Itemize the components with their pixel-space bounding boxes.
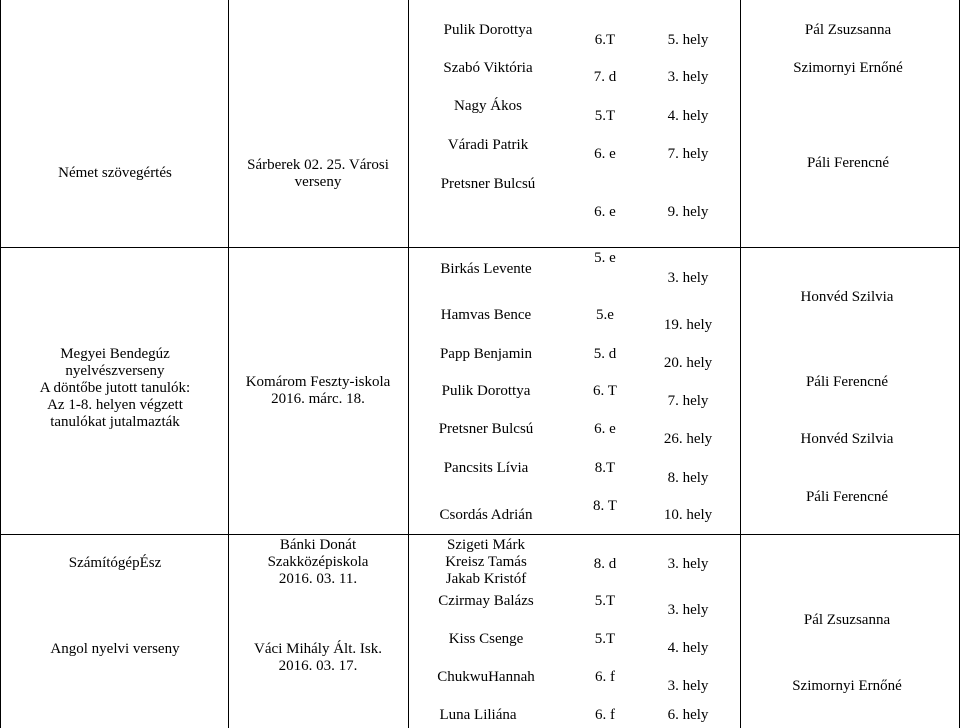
class-cell: 5.T: [594, 108, 616, 124]
class-cell: 6. f: [595, 707, 615, 723]
row-divider: [0, 247, 960, 248]
venue-cell: Sárberek 02. 25. Városi verseny: [247, 157, 389, 190]
venue-cell: Komárom Feszty-iskola 2016. márc. 18.: [245, 374, 391, 407]
subject-cell: SzámítógépÉsz: [68, 555, 162, 571]
place-cell: 19. hely: [663, 317, 713, 333]
place-cell: 7. hely: [667, 146, 709, 162]
student-name: Váradi Patrik: [447, 137, 529, 153]
class-cell: 8.T: [594, 460, 616, 476]
place-cell: 26. hely: [663, 431, 713, 447]
place-cell: 3. hely: [667, 270, 709, 286]
column-divider: [0, 0, 1, 728]
student-name: Papp Benjamin: [439, 346, 533, 362]
student-name: Pretsner Bulcsú: [440, 176, 536, 192]
class-cell: 8. d: [593, 556, 617, 572]
class-cell: 6. T: [593, 383, 617, 399]
teacher-cell: Honvéd Szilvia: [800, 431, 894, 447]
student-name: Szabó Viktória: [443, 60, 533, 76]
place-cell: 3. hely: [667, 602, 709, 618]
class-cell: 6. e: [594, 421, 616, 437]
place-cell: 3. hely: [667, 69, 709, 85]
student-name: Pretsner Bulcsú: [438, 421, 534, 437]
teacher-cell: Páli Ferencné: [805, 489, 889, 505]
student-name: Luna Liliána: [439, 707, 517, 723]
row-divider: [0, 534, 960, 535]
place-cell: 9. hely: [667, 204, 709, 220]
place-cell: 8. hely: [667, 470, 709, 486]
place-cell: 4. hely: [667, 640, 709, 656]
student-name: Kiss Csenge: [448, 631, 524, 647]
place-cell: 10. hely: [663, 507, 713, 523]
place-cell: 7. hely: [667, 393, 709, 409]
place-cell: 20. hely: [663, 355, 713, 371]
column-divider: [740, 0, 741, 728]
column-divider: [228, 0, 229, 728]
class-cell: 6. e: [594, 146, 616, 162]
place-cell: 3. hely: [667, 556, 709, 572]
place-cell: 4. hely: [667, 108, 709, 124]
student-name: Hamvas Bence: [440, 307, 532, 323]
teacher-cell: Pál Zsuzsanna: [804, 22, 892, 38]
place-cell: 6. hely: [667, 707, 709, 723]
class-cell: 5. d: [593, 346, 617, 362]
teacher-cell: Páli Ferencné: [806, 155, 890, 171]
student-name: Pulik Dorottya: [443, 22, 533, 38]
subject-cell: Megyei Bendegúz nyelvészverseny A döntőbe jutott tanulók: Az 1-8. helyen végzett tanulókat jutalmazták: [39, 346, 191, 430]
class-cell: 6.T: [594, 32, 616, 48]
teacher-cell: Pál Zsuzsanna: [803, 612, 891, 628]
student-name: Birkás Levente: [440, 261, 532, 277]
class-cell: 5. e: [594, 250, 616, 266]
venue-cell: Váci Mihály Ált. Isk. 2016. 03. 17.: [254, 641, 382, 674]
teacher-cell: Szimornyi Ernőné: [793, 60, 903, 76]
student-name: Csordás Adrián: [439, 507, 533, 523]
class-cell: 8. T: [593, 498, 617, 514]
class-cell: 6. e: [594, 204, 616, 220]
teacher-cell: Páli Ferencné: [805, 374, 889, 390]
subject-cell: Angol nyelvi verseny: [50, 641, 180, 657]
class-cell: 5.T: [594, 593, 616, 609]
class-cell: 5.e: [596, 307, 614, 323]
teacher-cell: Honvéd Szilvia: [800, 289, 894, 305]
subject-cell: Német szövegértés: [58, 165, 172, 181]
student-name: Pancsits Lívia: [443, 460, 529, 476]
student-name: Czirmay Balázs: [438, 593, 534, 609]
venue-cell: Bánki Donát Szakközépiskola 2016. 03. 11.: [267, 537, 369, 587]
student-name: ChukwuHannah: [437, 669, 535, 685]
column-divider: [408, 0, 409, 728]
place-cell: 5. hely: [667, 32, 709, 48]
student-name: Pulik Dorottya: [441, 383, 531, 399]
place-cell: 3. hely: [667, 678, 709, 694]
teacher-cell: Szimornyi Ernőné: [792, 678, 902, 694]
student-name: Nagy Ákos: [454, 98, 522, 114]
class-cell: 5.T: [594, 631, 616, 647]
class-cell: 7. d: [593, 69, 617, 85]
class-cell: 6. f: [595, 669, 615, 685]
student-group: Szigeti Márk Kreisz Tamás Jakab Kristóf: [445, 537, 527, 587]
